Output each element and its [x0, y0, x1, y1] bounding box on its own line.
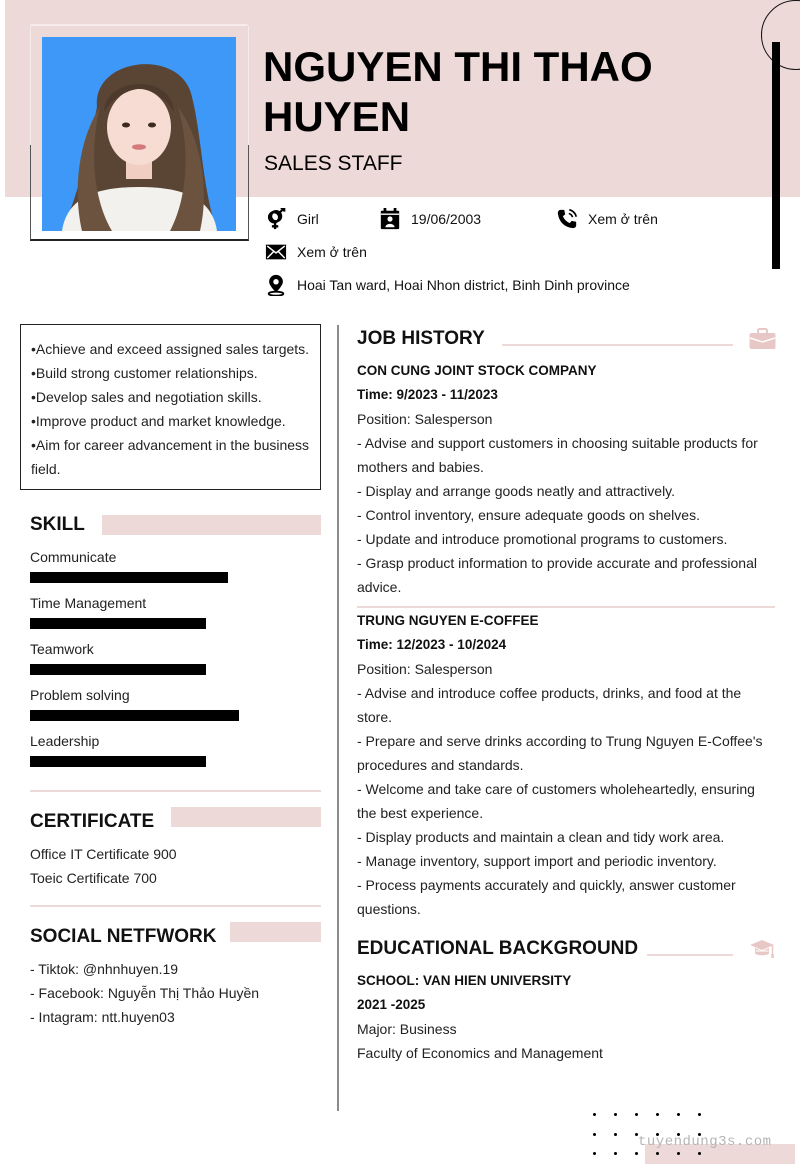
objective-line: •Build strong customer relationships.	[31, 365, 258, 381]
job-duty: - Display products and maintain a clean and tidy work area.	[357, 829, 725, 845]
job-position: Position: Salesperson	[357, 661, 493, 677]
job-position: Position: Salesperson	[357, 411, 493, 427]
skill-bar-time-management	[30, 618, 206, 629]
objective-line: •Improve product and market knowledge.	[31, 413, 286, 429]
school-name: SCHOOL: VAN HIEN UNIVERSITY	[357, 973, 572, 988]
social-section-title: SOCIAL NETFWORK	[30, 926, 217, 947]
job-duty: questions.	[357, 901, 421, 917]
job-entry-1	[357, 359, 777, 599]
skill-label: Teamwork	[30, 641, 94, 657]
skill-section-title: SKILL	[30, 514, 85, 535]
job-company: CON CUNG JOINT STOCK COMPANY	[357, 363, 597, 378]
skill-bar-communicate	[30, 572, 228, 583]
skill-label: Communicate	[30, 549, 117, 565]
job-duty: - Prepare and serve drinks according to Trung Nguyen E-Coffee's	[357, 733, 763, 749]
candidate-name	[263, 42, 743, 142]
school-years: 2021 -2025	[357, 997, 426, 1012]
job-duty: - Control inventory, ensure adequate goods on shelves.	[357, 507, 700, 523]
job-duty: procedures and standards.	[357, 757, 524, 773]
gender-value: Girl	[297, 211, 319, 227]
job-duty: store.	[357, 709, 393, 725]
school-faculty: Faculty of Economics and Management	[357, 1045, 603, 1061]
job-history-title-line	[502, 344, 733, 346]
section-separator	[30, 905, 321, 907]
social-item-tiktok[interactable]: - Tiktok: @nhnhuyen.19	[30, 961, 179, 977]
school-major: Major: Business	[357, 1021, 457, 1037]
social-title-accent	[230, 922, 321, 942]
objective-line: •Aim for career advancement in the business	[31, 437, 310, 453]
education-section-title: EDUCATIONAL BACKGROUND	[357, 938, 639, 959]
skill-title-accent	[102, 515, 321, 535]
objective-line: •Achieve and exceed assigned sales targets.	[31, 341, 310, 357]
phone-icon	[556, 208, 578, 230]
briefcase-icon	[749, 328, 776, 350]
objective-line: field.	[31, 461, 61, 477]
photo-frame	[30, 24, 248, 241]
job-duty: - Process payments accurately and quickly, answer customer	[357, 877, 736, 893]
job-duty: - Display and arrange goods neatly and attractively.	[357, 483, 676, 499]
certificate-item: Office IT Certificate 900	[30, 846, 177, 862]
education-title-line	[647, 954, 733, 956]
job-title: SALES STAFF	[264, 152, 403, 175]
contact-gender	[265, 208, 319, 230]
job-company: TRUNG NGUYEN E-COFFEE	[357, 613, 539, 628]
decorative-vertical-bar	[772, 42, 780, 269]
certificate-title-accent	[171, 807, 321, 827]
social-item-instagram[interactable]: - Intagram: ntt.huyen03	[30, 1009, 175, 1025]
skill-bar-teamwork	[30, 664, 206, 675]
job-duty: mothers and babies.	[357, 459, 484, 475]
skill-label: Leadership	[30, 733, 100, 749]
job-time: Time: 9/2023 - 11/2023	[357, 387, 498, 402]
location-pin-icon	[265, 274, 287, 296]
envelope-icon	[265, 241, 287, 263]
job-duty: the best experience.	[357, 805, 484, 821]
job-time: Time: 12/2023 - 10/2024	[357, 637, 507, 652]
section-separator	[30, 790, 321, 792]
skill-label: Problem solving	[30, 687, 130, 703]
portrait-illustration	[42, 37, 236, 231]
contact-birthday	[379, 208, 481, 230]
candidate-name-line1: NGUYEN THI THAO	[263, 43, 653, 90]
address-value: Hoai Tan ward, Hoai Nhon district, Binh Dinh province	[297, 277, 630, 293]
job-duty: - Manage inventory, support import and periodic inventory.	[357, 853, 717, 869]
job-entry-2	[357, 609, 777, 921]
phone-value: Xem ở trên	[588, 211, 658, 227]
watermark: tuyendung3s.com	[638, 1134, 772, 1150]
skill-label: Time Management	[30, 595, 147, 611]
certificate-item: Toeic Certificate 700	[30, 870, 157, 886]
birthday-value: 19/06/2003	[411, 211, 482, 227]
job-duty: - Grasp product information to provide accurate and professional	[357, 555, 757, 571]
email-value: Xem ở trên	[297, 244, 367, 260]
job-separator	[357, 606, 775, 608]
job-duty: advice.	[357, 579, 402, 595]
calendar-icon	[379, 208, 401, 230]
job-duty: - Advise and introduce coffee products, drinks, and food at the	[357, 685, 742, 701]
profile-photo	[42, 37, 236, 231]
job-duty: - Advise and support customers in choosing suitable products for	[357, 435, 758, 451]
skill-bar-leadership	[30, 756, 206, 767]
skill-bar-problem-solving	[30, 710, 239, 721]
candidate-name-line2: HUYEN	[263, 93, 411, 140]
contact-phone[interactable]	[556, 208, 658, 230]
objective-line: •Develop sales and negotiation skills.	[31, 389, 262, 405]
job-duty: - Update and introduce promotional programs to customers.	[357, 531, 728, 547]
education-entry	[357, 969, 777, 1065]
job-history-section-title: JOB HISTORY	[357, 328, 485, 349]
gender-icon	[265, 208, 287, 230]
certificate-section-title: CERTIFICATE	[30, 811, 155, 832]
contact-address	[265, 274, 630, 296]
social-item-facebook[interactable]: - Facebook: Nguyễn Thị Thảo Huyền	[30, 985, 260, 1001]
contact-email[interactable]	[265, 241, 367, 263]
column-divider	[337, 325, 339, 1111]
graduation-cap-icon	[749, 938, 776, 960]
career-objective-box	[20, 324, 321, 490]
job-duty: - Welcome and take care of customers wholeheartedly, ensuring	[357, 781, 755, 797]
